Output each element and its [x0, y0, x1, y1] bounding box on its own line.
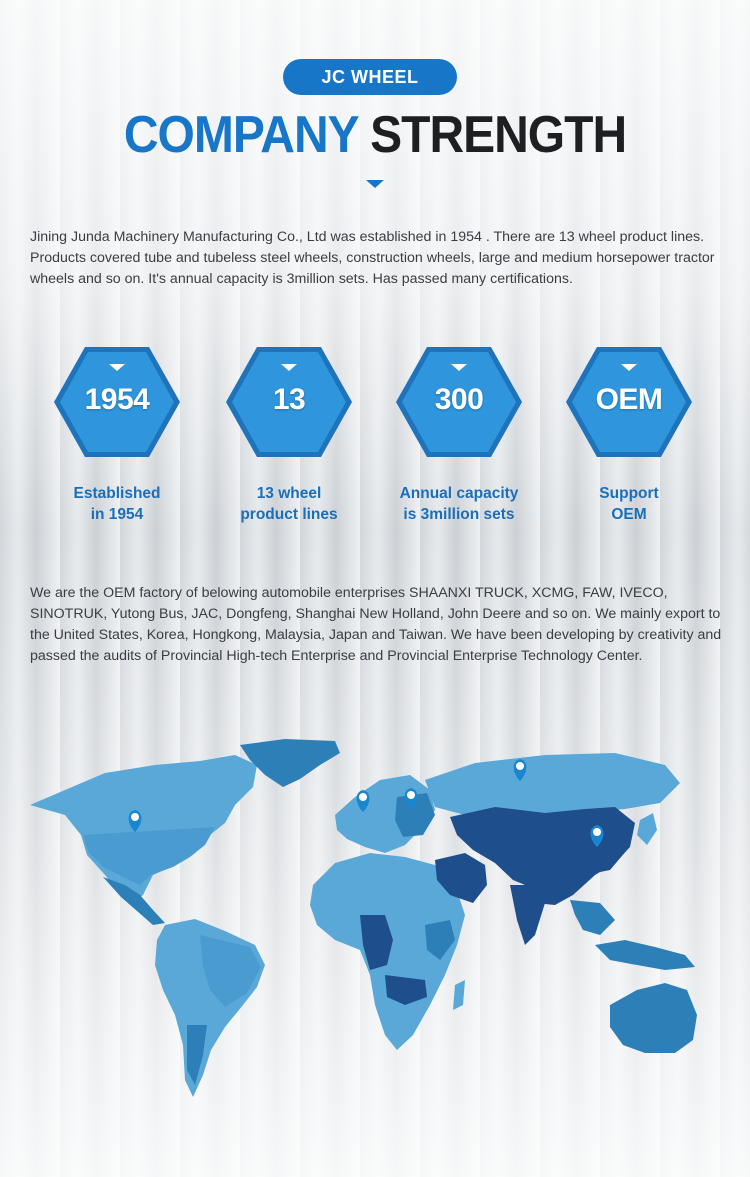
stat-value: OEM	[595, 383, 663, 416]
japan	[637, 813, 657, 845]
greenland	[240, 739, 340, 787]
madagascar	[453, 980, 465, 1010]
stat-label: 13 wheel product lines	[240, 485, 338, 523]
stat-value: 13	[272, 383, 306, 416]
russia	[425, 753, 680, 815]
north-america	[30, 755, 257, 905]
intro-paragraph: Jining Junda Machinery Manufacturing Co., Ltd was established in 1954 . There are 13 wheel product lines. Products covered tube and tubeless steel wheels, construction wheels, large and medium horsepower tractor wheels and so on. It's annual capacity is 3million sets. Has passed many certifications.	[30, 229, 715, 287]
united-states	[83, 827, 215, 885]
page-title	[0, 106, 750, 165]
stat-product-lines	[224, 345, 354, 525]
india	[510, 885, 545, 945]
hexagon-badge	[564, 345, 694, 459]
stat-label: Support OEM	[599, 485, 659, 523]
indonesia	[595, 940, 695, 970]
stat-established	[52, 345, 182, 525]
oem-paragraph: We are the OEM factory of belowing automobile enterprises SHAANXI TRUCK, XCMG, FAW, IVECO, SINOTRUK, Yutong Bus, JAC, Dongfeng, Shanghai New Holland, John Deere and so on. We mainly export to the United States, Korea, Hongkong, Malaysia, Japan and Taiwan. We have been developing by creativity and passed the audits of Provincial High-tech Enterprise and Provincial Enterprise Technology Center.	[30, 585, 722, 664]
title-part-strength: STRENGTH	[370, 106, 627, 165]
stat-annual-capacity	[394, 345, 524, 525]
world-map	[25, 735, 725, 1105]
stat-label: Annual capacity is 3million sets	[399, 485, 519, 523]
australia	[610, 983, 697, 1053]
stat-value: 300	[434, 383, 484, 416]
hexagon-badge	[52, 345, 182, 459]
stat-label: Established in 1954	[73, 485, 161, 523]
brand-badge	[283, 59, 457, 95]
hexagon-badge	[224, 345, 354, 459]
brand-badge-label: JC WHEEL	[321, 66, 419, 87]
stat-oem	[564, 345, 694, 525]
southeast-asia	[570, 900, 615, 935]
stat-value: 1954	[84, 383, 150, 416]
title-part-company: COMPANY	[123, 106, 358, 165]
hexagon-badge	[394, 345, 524, 459]
caret-down-icon	[366, 180, 384, 188]
